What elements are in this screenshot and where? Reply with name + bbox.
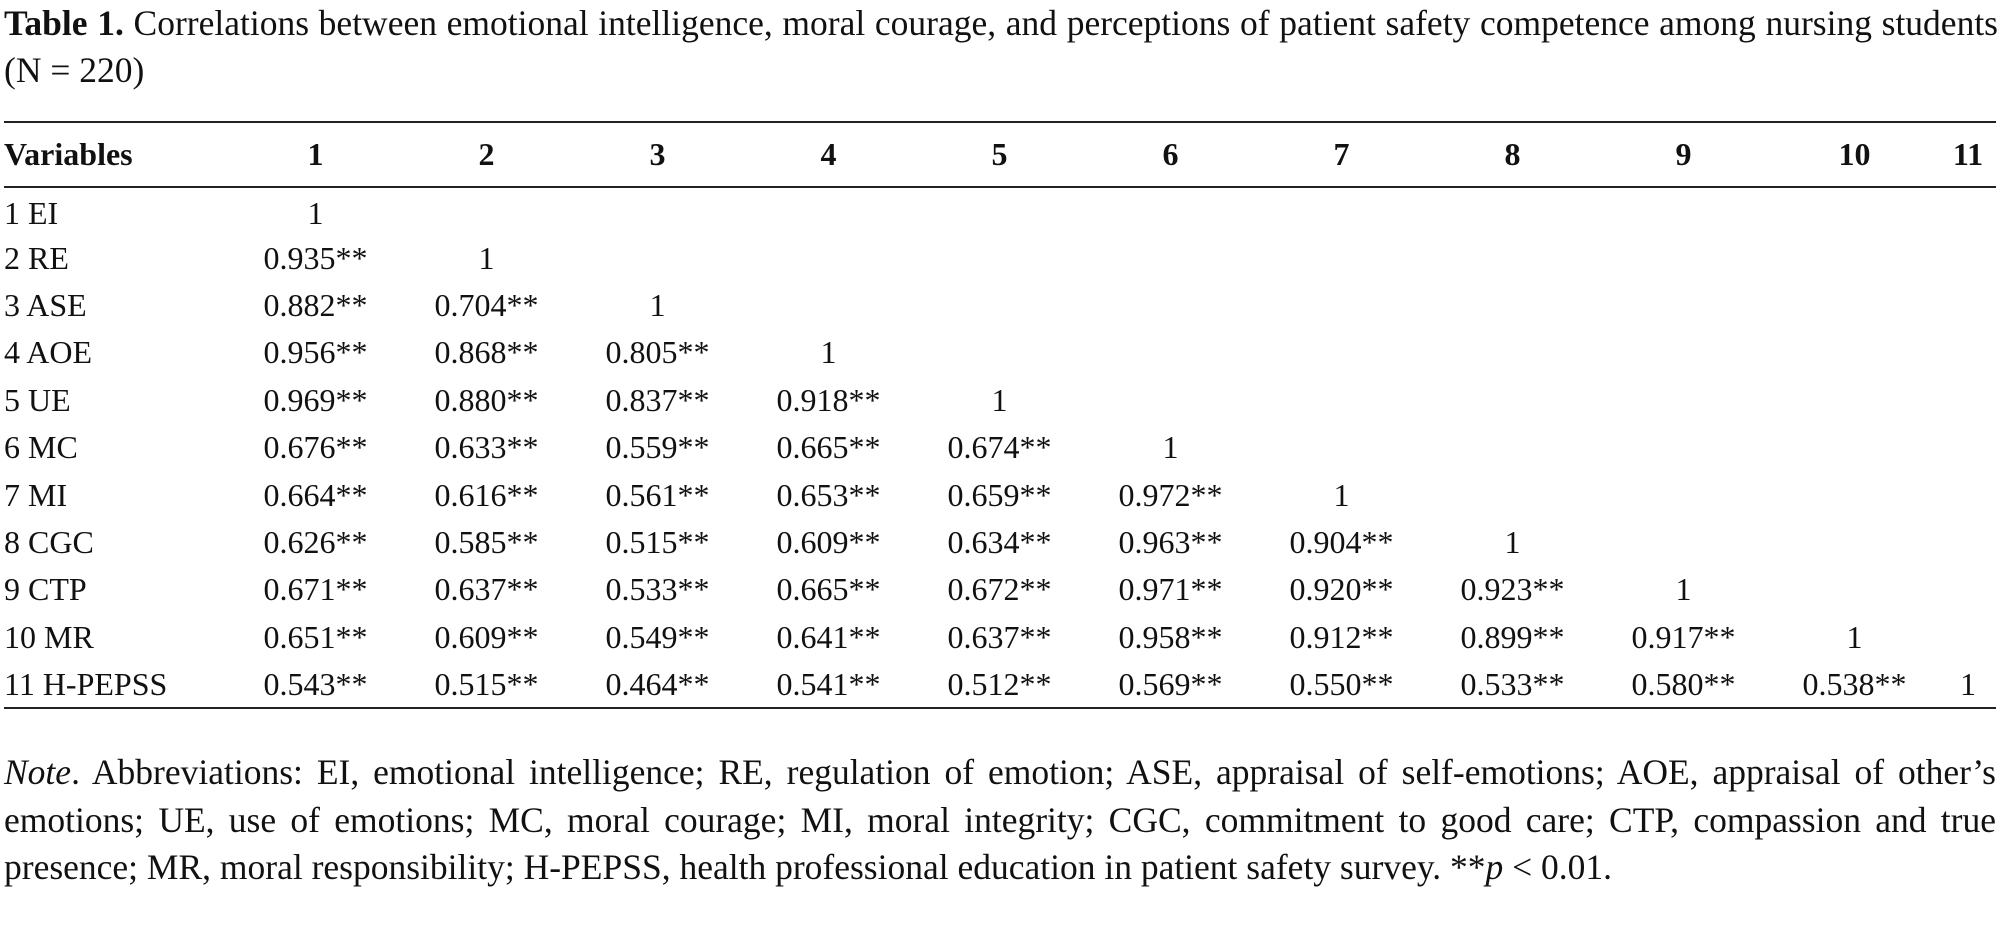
correlation-cell: 0.880** (434, 381, 539, 418)
correlation-cell: 0.923** (1460, 571, 1565, 608)
correlation-cell (914, 282, 1085, 329)
table-row (4, 424, 1996, 471)
correlation-cell (1940, 377, 1996, 424)
correlation-cell: 0.533** (1460, 665, 1565, 702)
correlation-cell (1769, 471, 1940, 518)
table-row (4, 377, 1996, 424)
correlation-cell (1940, 329, 1996, 376)
correlation-cell: 0.972** (1118, 476, 1223, 513)
row-variable-label: 6 MC (4, 429, 78, 466)
correlation-cell: 0.641** (776, 618, 881, 655)
correlation-cell (401, 187, 572, 234)
correlation-cell: 0.665** (776, 571, 881, 608)
correlation-cell (914, 329, 1085, 376)
correlation-cell: 0.637** (434, 571, 539, 608)
correlation-cell (1085, 329, 1256, 376)
table-caption-label: Table 1. (4, 3, 124, 43)
table-row (4, 329, 1996, 376)
note-text: . Abbreviations: EI, emotional intelligence; RE, regulation of emotion; ASE, appraisal of self-emotions; AOE, appraisal of other’s emotions; UE, use of emotions; MC, moral courage; MI, moral integrity; CGC, commitment to good care; CTP, compassion and true presence; MR, moral responsibility; H-PEPSS, health professional education in patient safety survey. ** (4, 752, 1996, 888)
correlation-cell (743, 187, 914, 234)
correlation-cell: 1 (307, 194, 324, 231)
row-variable-label: 7 MI (4, 476, 68, 513)
correlation-cell: 0.550** (1289, 665, 1394, 702)
table-row (4, 187, 1996, 234)
correlation-cell: 0.543** (263, 665, 368, 702)
correlation-cell (1427, 471, 1598, 518)
correlation-cell (1427, 424, 1598, 471)
correlation-cell (914, 187, 1085, 234)
correlation-cell (1598, 377, 1769, 424)
row-variable-label: 11 H-PEPSS (4, 665, 168, 702)
correlation-cell (572, 187, 743, 234)
correlation-cell (1598, 282, 1769, 329)
correlation-cell: 1 (1846, 618, 1863, 655)
row-variable-label: 10 MR (4, 618, 94, 655)
correlation-cell: 0.899** (1460, 618, 1565, 655)
table-caption (4, 0, 1998, 94)
correlation-cell: 0.637** (947, 618, 1052, 655)
correlation-cell (914, 234, 1085, 281)
correlation-cell: 1 (991, 381, 1008, 418)
table-row (4, 661, 1996, 708)
correlation-cell (1598, 187, 1769, 234)
correlation-cell: 0.837** (605, 381, 710, 418)
correlation-cell: 0.549** (605, 618, 710, 655)
row-variable-label: 1 EI (4, 194, 59, 231)
correlation-cell: 0.882** (263, 286, 368, 323)
row-variable-label: 4 AOE (4, 334, 92, 371)
correlation-cell: 0.958** (1118, 618, 1223, 655)
correlation-cell (1940, 566, 1996, 613)
correlation-cell: 0.585** (434, 523, 539, 560)
correlation-cell: 0.917** (1631, 618, 1736, 655)
correlation-cell (1085, 187, 1256, 234)
correlation-cell (1427, 187, 1598, 234)
note-p-value: < 0.01. (1503, 847, 1613, 888)
correlation-cell: 0.633** (434, 429, 539, 466)
correlation-cell (1769, 377, 1940, 424)
table-body (4, 187, 1996, 708)
correlation-cell: 0.538** (1802, 665, 1907, 702)
correlation-cell: 0.515** (434, 665, 539, 702)
correlation-cell: 0.956** (263, 334, 368, 371)
correlation-cell: 0.609** (776, 523, 881, 560)
correlation-cell (1427, 377, 1598, 424)
correlation-cell: 0.665** (776, 429, 881, 466)
correlation-cell: 0.541** (776, 665, 881, 702)
table-row (4, 519, 1996, 566)
correlation-cell: 0.616** (434, 476, 539, 513)
correlation-cell (1940, 471, 1996, 518)
column-header: 1 (307, 136, 324, 172)
correlation-cell (743, 234, 914, 281)
correlation-cell: 1 (1504, 523, 1521, 560)
row-variable-label: 9 CTP (4, 571, 87, 608)
row-variable-label: 2 RE (4, 239, 69, 276)
correlation-cell: 1 (820, 334, 837, 371)
correlation-cell: 0.533** (605, 571, 710, 608)
correlation-cell: 0.805** (605, 334, 710, 371)
correlation-cell (1598, 424, 1769, 471)
correlation-cell (1598, 234, 1769, 281)
correlation-cell (1769, 234, 1940, 281)
correlation-cell: 1 (649, 286, 666, 323)
correlation-cell: 1 (1162, 429, 1179, 466)
correlation-cell: 1 (1333, 476, 1350, 513)
correlation-cell (1085, 377, 1256, 424)
correlation-cell: 0.515** (605, 523, 710, 560)
correlation-cell: 0.904** (1289, 523, 1394, 560)
note-p-symbol: p (1485, 847, 1504, 888)
correlation-cell (1769, 282, 1940, 329)
row-variable-label: 8 CGC (4, 523, 94, 560)
column-header: 7 (1333, 136, 1350, 172)
correlation-table (4, 121, 1996, 709)
correlation-cell: 0.969** (263, 381, 368, 418)
correlation-cell (1256, 424, 1427, 471)
correlation-cell (1427, 282, 1598, 329)
correlation-cell (1940, 187, 1996, 234)
correlation-cell (1598, 519, 1769, 566)
correlation-cell: 0.626** (263, 523, 368, 560)
correlation-cell (1940, 234, 1996, 281)
correlation-cell: 0.580** (1631, 665, 1736, 702)
correlation-cell: 0.464** (605, 665, 710, 702)
correlation-cell (572, 234, 743, 281)
correlation-cell (1085, 234, 1256, 281)
correlation-cell: 1 (478, 239, 495, 276)
correlation-cell: 0.653** (776, 476, 881, 513)
correlation-cell: 0.672** (947, 571, 1052, 608)
table-row (4, 282, 1996, 329)
correlation-cell: 0.676** (263, 429, 368, 466)
correlation-cell: 0.512** (947, 665, 1052, 702)
table-row (4, 234, 1996, 281)
correlation-cell (1256, 234, 1427, 281)
correlation-cell (1256, 377, 1427, 424)
correlation-cell (743, 282, 914, 329)
correlation-cell: 0.664** (263, 476, 368, 513)
correlation-cell (1427, 329, 1598, 376)
column-header: 10 (1838, 136, 1871, 172)
column-header: 8 (1504, 136, 1521, 172)
table-row (4, 471, 1996, 518)
correlation-cell (1769, 566, 1940, 613)
correlation-cell (1256, 329, 1427, 376)
correlation-cell: 0.868** (434, 334, 539, 371)
row-variable-label: 3 ASE (4, 286, 87, 323)
column-header: 4 (820, 136, 837, 172)
correlation-cell (1256, 282, 1427, 329)
column-header: 5 (991, 136, 1008, 172)
table-row (4, 614, 1996, 661)
column-header: 3 (649, 136, 666, 172)
correlation-cell: 0.912** (1289, 618, 1394, 655)
table-caption-text: Correlations between emotional intelligence, moral courage, and perceptions of patient safety competence among nursing students (N = 220) (4, 3, 1998, 90)
table-header-row (4, 122, 1996, 187)
column-header: Variables (4, 136, 133, 172)
correlation-cell: 0.674** (947, 429, 1052, 466)
correlation-cell (1598, 329, 1769, 376)
correlation-cell: 0.559** (605, 429, 710, 466)
row-variable-label: 5 UE (4, 381, 71, 418)
correlation-cell: 0.920** (1289, 571, 1394, 608)
correlation-cell (1085, 282, 1256, 329)
correlation-cell (1769, 187, 1940, 234)
correlation-cell: 1 (1960, 665, 1976, 702)
correlation-cell (1769, 519, 1940, 566)
correlation-cell (1940, 614, 1996, 661)
column-header: 11 (1952, 136, 1984, 172)
correlation-cell (1940, 424, 1996, 471)
correlation-cell: 1 (1675, 571, 1692, 608)
correlation-cell (1598, 471, 1769, 518)
correlation-cell (1256, 187, 1427, 234)
correlation-cell: 0.609** (434, 618, 539, 655)
correlation-cell: 0.561** (605, 476, 710, 513)
column-header: 2 (478, 136, 495, 172)
correlation-cell (1769, 329, 1940, 376)
correlation-cell: 0.935** (263, 239, 368, 276)
correlation-cell (1940, 282, 1996, 329)
correlation-cell: 0.963** (1118, 523, 1223, 560)
correlation-cell (1940, 519, 1996, 566)
column-header: 9 (1675, 136, 1692, 172)
correlation-cell: 0.704** (434, 286, 539, 323)
note-label: Note (4, 752, 72, 792)
table-row (4, 566, 1996, 613)
correlation-cell: 0.971** (1118, 571, 1223, 608)
column-header: 6 (1162, 136, 1179, 172)
correlation-cell: 0.651** (263, 618, 368, 655)
correlation-cell (1427, 234, 1598, 281)
correlation-cell (1769, 424, 1940, 471)
correlation-cell: 0.671** (263, 571, 368, 608)
correlation-cell: 0.634** (947, 523, 1052, 560)
correlation-cell: 0.659** (947, 476, 1052, 513)
correlation-cell: 0.569** (1118, 665, 1223, 702)
correlation-cell: 0.918** (776, 381, 881, 418)
table-note (4, 749, 1996, 892)
